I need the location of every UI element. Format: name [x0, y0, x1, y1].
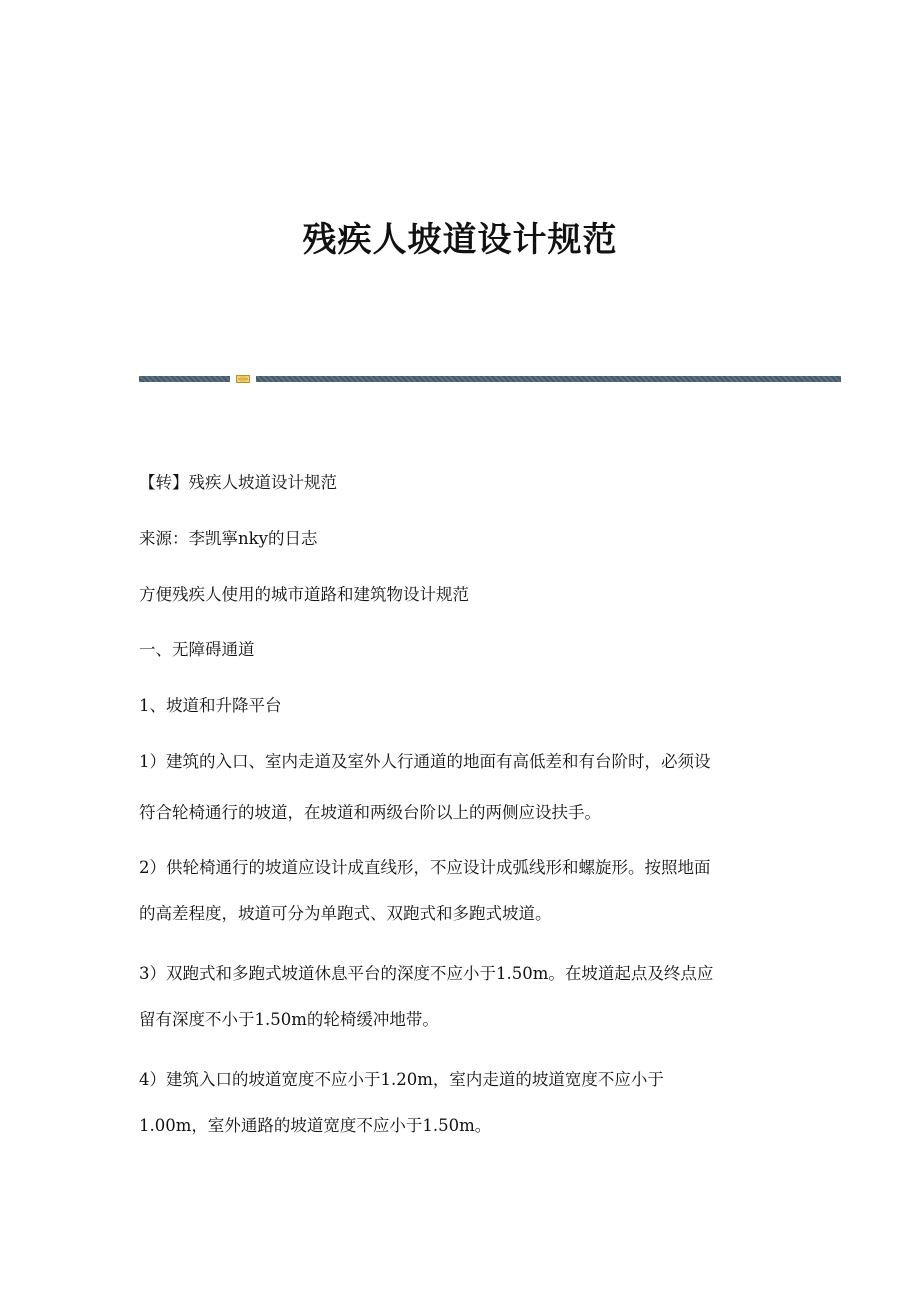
paragraph-line: 【转】残疾人坡道设计规范 [139, 473, 337, 492]
paragraph-line: 符合轮椅通行的坡道，在坡道和两级台阶以上的两侧应设扶手。 [139, 803, 601, 822]
subsection-heading: 1、坡道和升降平台 [139, 696, 282, 715]
divider-bar-left [139, 376, 230, 382]
paragraph-line: 1）建筑的入口、室内走道及室外人行通道的地面有高低差和有台阶时，必须设 [139, 752, 711, 771]
divider-ornament-icon [236, 374, 250, 384]
title-divider [139, 374, 841, 384]
paragraph-line: 1.00m，室外通路的坡道宽度不应小于1.50m。 [139, 1116, 492, 1135]
paragraph-line: 的高差程度，坡道可分为单跑式、双跑式和多跑式坡道。 [139, 904, 552, 923]
paragraph-line: 方便残疾人使用的城市道路和建筑物设计规范 [139, 585, 469, 604]
paragraph-line: 2）供轮椅通行的坡道应设计成直线形，不应设计成弧线形和螺旋形。按照地面 [139, 858, 711, 877]
paragraph-line: 4）建筑入口的坡道宽度不应小于1.20m，室内走道的坡道宽度不应小于 [139, 1070, 664, 1089]
divider-bar-right [256, 376, 841, 382]
section-heading: 一、无障碍通道 [139, 640, 255, 659]
paragraph-line: 留有深度不小于1.50m的轮椅缓冲地带。 [139, 1010, 439, 1029]
document-title: 残疾人坡道设计规范 [302, 220, 618, 260]
paragraph-line: 3）双跑式和多跑式坡道休息平台的深度不应小于1.50m。在坡道起点及终点应 [139, 964, 714, 983]
paragraph-line: 来源：李凯寧nky的日志 [139, 529, 318, 548]
